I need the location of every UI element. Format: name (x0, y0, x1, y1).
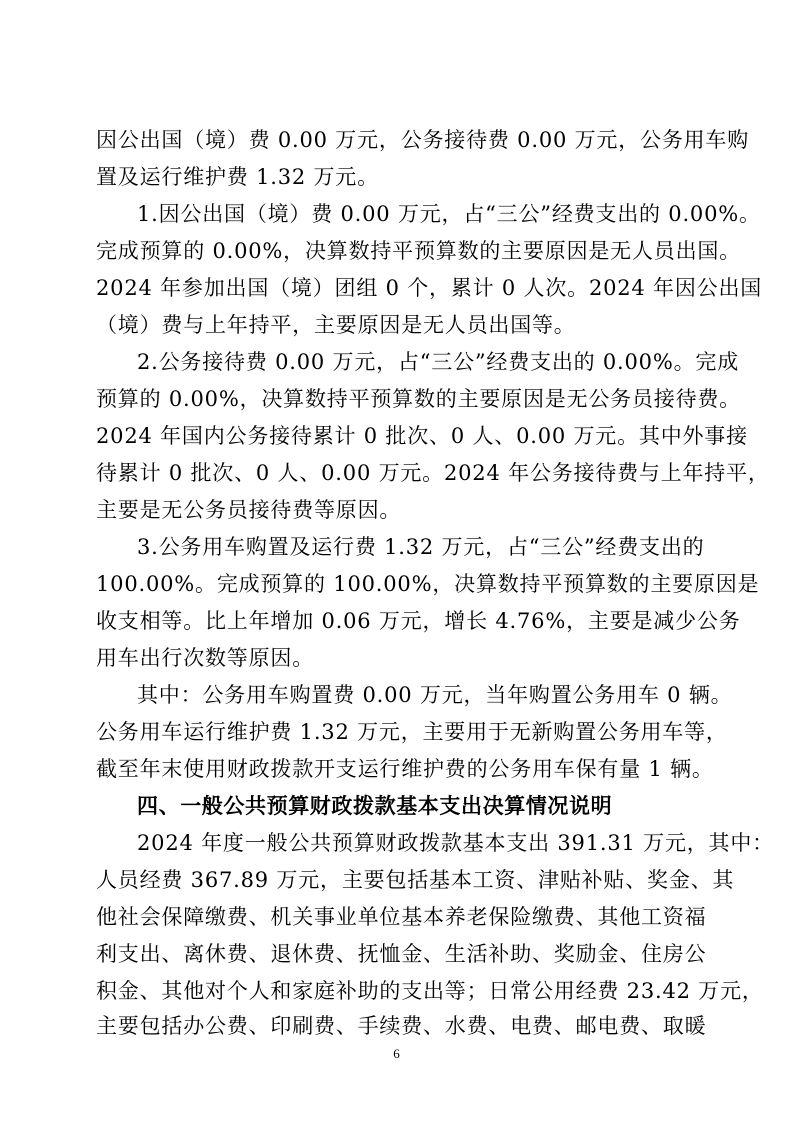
text-line: 积金、其他对个人和家庭补助的支出等；日常公用经费 23.42 万元， (96, 979, 764, 1003)
text-line: 主要是无公务员接待费等原因。 (96, 498, 402, 522)
text-line: 待累计 0 批次、0 人、0.00 万元。2024 年公务接待费与上年持平， (96, 461, 770, 485)
text-line: 1.因公出国（境）费 0.00 万元，占“三公”经费支出的 0.00%。 (137, 202, 761, 226)
text-line: 利支出、离休费、退休费、抚恤金、生活补助、奖励金、住房公 (96, 942, 707, 966)
text-line: 2.公务接待费 0.00 万元，占“三公”经费支出的 0.00%。完成 (137, 350, 740, 374)
text-line: 2024 年国内公务接待累计 0 批次、0 人、0.00 万元。其中外事接 (96, 424, 748, 448)
text-line: 公务用车运行维护费 1.32 万元，主要用于无新购置公务用车等， (96, 720, 728, 744)
text-line: 置及运行维护费 1.32 万元。 (96, 165, 379, 189)
text-line: 预算的 0.00%，决算数持平预算数的主要原因是无公务员接待费。 (96, 387, 741, 411)
text-line: 主要包括办公费、印刷费、手续费、水费、电费、邮电费、取暖 (96, 1014, 707, 1038)
text-line: 2024 年参加出国（境）团组 0 个，累计 0 人次。2024 年因公出国 (96, 276, 763, 300)
text-line: 他社会保障缴费、机关事业单位基本养老保险缴费、其他工资福 (96, 905, 707, 929)
text-line: 人员经费 367.89 万元，主要包括基本工资、津贴补贴、奖金、其 (96, 868, 735, 892)
text-line: 收支相等。比上年增加 0.06 万元，增长 4.76%，主要是减少公务 (96, 609, 741, 633)
text-line: 100.00%。完成预算的 100.00%，决算数持平预算数的主要原因是 (96, 572, 760, 596)
text-line: 截至年末使用财政拨款开支运行维护费的公务用车保有量 1 辆。 (96, 757, 714, 781)
text-line: 3.公务用车购置及运行费 1.32 万元，占“三公”经费支出的 (137, 535, 705, 559)
text-line: 其中：公务用车购置费 0.00 万元，当年购置公务用车 0 辆。 (137, 683, 733, 707)
text-line: 完成预算的 0.00%，决算数持平预算数的主要原因是无人员出国。 (96, 239, 741, 263)
text-line: 用车出行次数等原因。 (96, 646, 314, 670)
text-line: 2024 年度一般公共预算财政拨款基本支出 391.31 万元，其中： (137, 831, 774, 855)
text-line: 因公出国（境）费 0.00 万元，公务接待费 0.00 万元，公务用车购 (96, 128, 750, 152)
page-number: 6 (393, 1046, 400, 1061)
text-line: （境）费与上年持平，主要原因是无人员出国等。 (96, 313, 576, 337)
section-heading: 四、一般公共预算财政拨款基本支出决算情况说明 (137, 794, 613, 818)
